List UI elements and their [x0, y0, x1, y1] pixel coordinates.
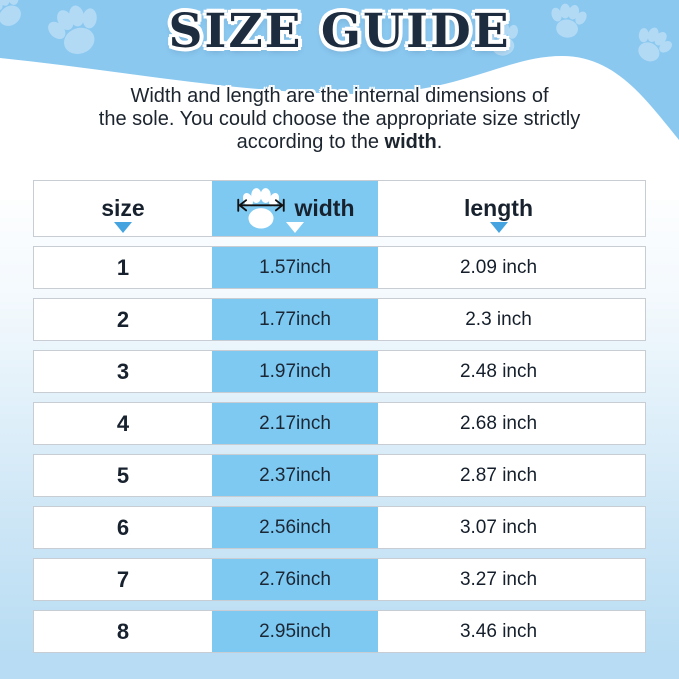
length-value: 2.48 inch	[459, 360, 538, 382]
length-value: 2.09 inch	[459, 256, 538, 278]
paw-width-arrow-icon	[235, 187, 287, 231]
header-length	[378, 181, 645, 236]
length-value: 2.68 inch	[459, 412, 538, 434]
table-row	[33, 402, 646, 445]
size-value: 8	[116, 618, 130, 644]
table-row	[33, 558, 646, 601]
size-value: 6	[116, 514, 130, 540]
description-line3: according to the width.	[236, 131, 443, 153]
width-emphasis: width	[384, 131, 437, 153]
header-length-label: length	[464, 195, 533, 221]
table-row	[33, 298, 646, 341]
size-table	[33, 180, 646, 653]
width-value: 2.95inch	[212, 611, 378, 652]
header-width	[212, 181, 378, 236]
length-value: 2.87 inch	[459, 464, 538, 486]
table-row	[33, 454, 646, 497]
down-triangle-icon	[114, 222, 132, 233]
description-line2: the sole. You could choose the appropriate size strictly	[98, 108, 581, 130]
width-value: 1.77inch	[212, 299, 378, 340]
width-value: 1.57inch	[212, 247, 378, 288]
table-row	[33, 610, 646, 653]
header-width-label: width	[294, 195, 355, 221]
width-value: 2.76inch	[212, 559, 378, 600]
size-value: 2	[116, 306, 130, 332]
page-title: SIZE GUIDE	[168, 4, 511, 59]
length-value: 2.3 inch	[465, 308, 532, 330]
table-header-row	[33, 180, 646, 237]
header-size	[34, 181, 212, 236]
size-value: 1	[116, 254, 130, 280]
description-line1: Width and length are the internal dimensions of	[130, 85, 549, 107]
size-value: 3	[116, 358, 130, 384]
down-triangle-icon	[490, 222, 508, 233]
width-value: 2.17inch	[212, 403, 378, 444]
header-size-label: size	[101, 195, 145, 221]
length-value: 3.07 inch	[459, 516, 538, 538]
width-value: 2.37inch	[212, 455, 378, 496]
size-value: 4	[116, 410, 130, 436]
table-row	[33, 246, 646, 289]
down-triangle-icon	[286, 222, 304, 233]
size-value: 5	[116, 462, 130, 488]
size-value: 7	[116, 566, 130, 592]
length-value: 3.27 inch	[459, 568, 538, 590]
width-value: 2.56inch	[212, 507, 378, 548]
description-text	[0, 85, 679, 154]
width-value: 1.97inch	[212, 351, 378, 392]
table-body	[33, 246, 646, 653]
table-row	[33, 350, 646, 393]
length-value: 3.46 inch	[459, 620, 538, 642]
hero-section	[0, 0, 679, 200]
table-row	[33, 506, 646, 549]
